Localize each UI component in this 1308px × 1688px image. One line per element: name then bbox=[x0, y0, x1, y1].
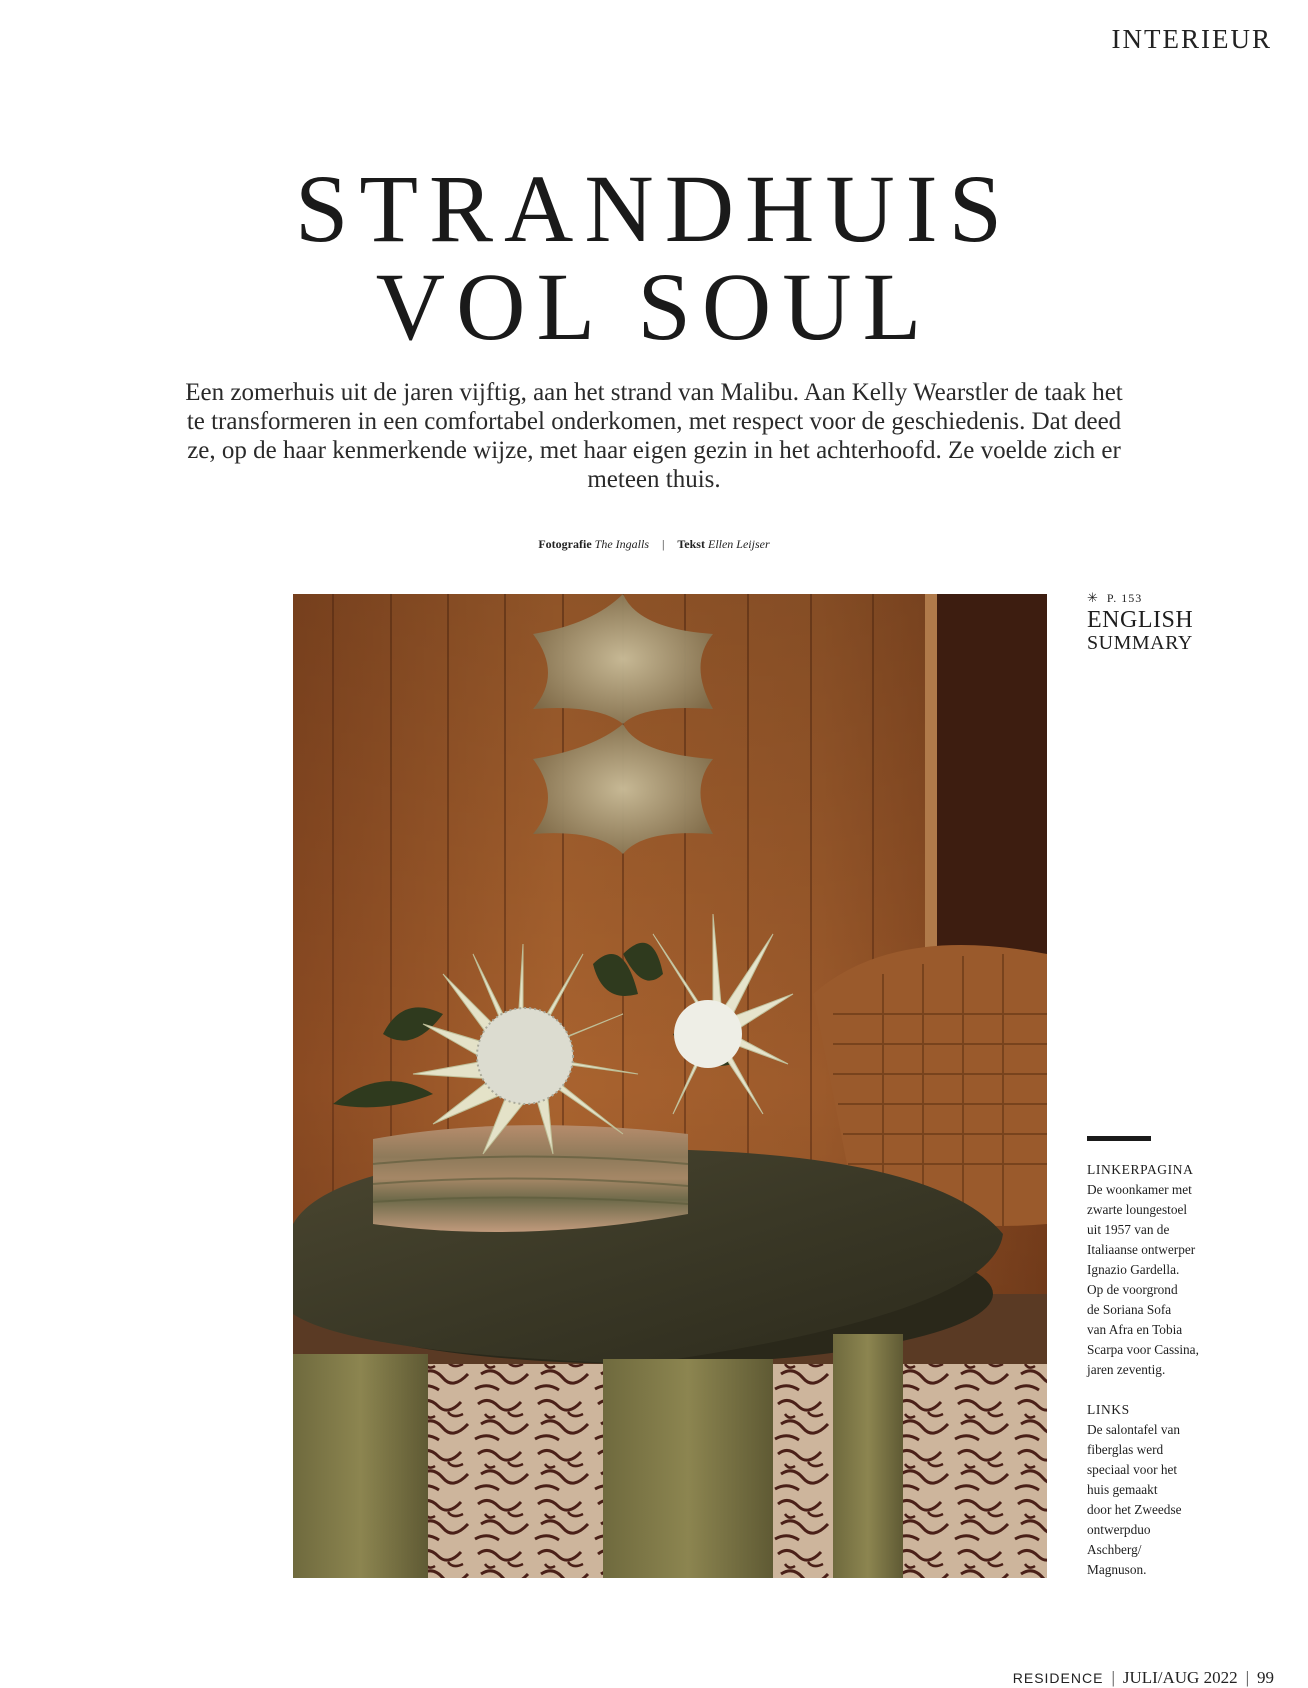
credit-separator: | bbox=[662, 537, 665, 551]
article-title-line-1: STRANDHUIS bbox=[294, 155, 1014, 262]
article-title bbox=[0, 155, 1308, 360]
article-title-line-2: VOL SOUL bbox=[375, 253, 933, 360]
english-summary[interactable] bbox=[1087, 590, 1193, 654]
article-intro: Een zomerhuis uit de jaren vijftig, aan het strand van Malibu. Aan Kelly Wearstler de taak het te transformeren in een comfortabel onderkomen, met respect voor de geschiedenis. Dat deed ze, op de haar kenmerkende wijze, met haar eigen gezin in het achterhoofd. Ze voelde zich er meteen thuis. bbox=[185, 379, 1123, 493]
credits bbox=[0, 537, 1308, 552]
footer-page-number: 99 bbox=[1257, 1668, 1274, 1687]
summary-page-ref: P. 153 bbox=[1106, 590, 1143, 605]
caption-block-left bbox=[1087, 1400, 1237, 1580]
credit-text-label: Tekst bbox=[677, 537, 705, 551]
caption-text-left: De salontafel van fiberglas werd speciaal voor het huis gemaakt door het Zweedse ontwerpduo Aschberg/ Magnuson. bbox=[1087, 1422, 1182, 1577]
credit-photo-label: Fotografie bbox=[538, 537, 592, 551]
credit-text-name: Ellen Leijser bbox=[707, 537, 770, 551]
caption-text-left-page: De woonkamer met zwarte loungestoel uit 1957 van de Italiaanse ontwerper Ignazio Gardella. Op de voorgrond de Soriana Sofa van Afra en Tobia Scarpa voor Cassina, jaren zeventig. bbox=[1087, 1182, 1199, 1377]
summary-page-ref-row bbox=[1087, 590, 1193, 606]
photo-captions bbox=[1087, 1136, 1237, 1580]
caption-heading-left-page: LINKERPAGINA bbox=[1087, 1162, 1194, 1177]
caption-divider bbox=[1087, 1136, 1151, 1141]
summary-title-line-2: SUMMARY bbox=[1087, 632, 1193, 654]
interior-photo bbox=[293, 594, 1047, 1578]
asterisk-icon: ✳ bbox=[1087, 590, 1099, 605]
credit-photo-name: The Ingalls bbox=[594, 537, 649, 551]
footer-separator-1: | bbox=[1111, 1668, 1115, 1687]
caption-heading-left: LINKS bbox=[1087, 1402, 1130, 1417]
page-footer bbox=[1013, 1668, 1274, 1688]
footer-separator-2: | bbox=[1245, 1668, 1249, 1687]
summary-title-line-1: ENGLISH bbox=[1087, 607, 1194, 633]
footer-issue: JULI/AUG 2022 bbox=[1122, 1668, 1238, 1687]
footer-magazine: RESIDENCE bbox=[1012, 1670, 1104, 1686]
section-label: INTERIEUR bbox=[1111, 24, 1272, 54]
